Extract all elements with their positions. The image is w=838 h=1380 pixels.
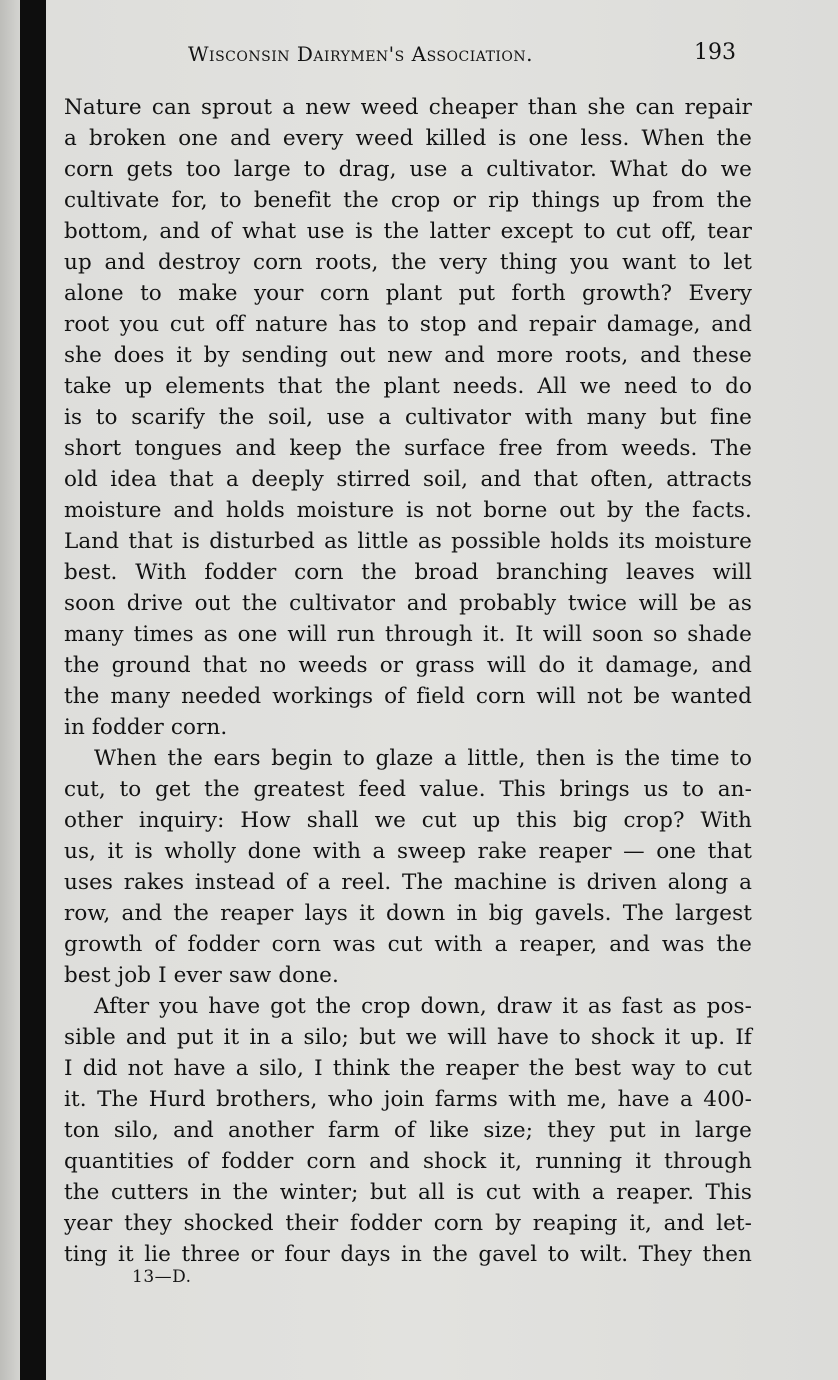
text-line: many times as one will run through it. It will soon so shade xyxy=(64,622,752,647)
text-line: alone to make your corn plant put forth growth? Every xyxy=(64,281,752,306)
paragraph xyxy=(64,743,752,991)
text-line: growth of fodder corn was cut with a reaper, and was the xyxy=(64,932,752,957)
text-line: old idea that a deeply stirred soil, and that often, attracts xyxy=(64,467,752,492)
text-line: in fodder corn. xyxy=(64,715,228,740)
body-text xyxy=(64,92,752,1270)
text-line: bottom, and of what use is the latter except to cut off, tear xyxy=(64,219,752,244)
text-line: the cutters in the winter; but all is cut with a reaper. This xyxy=(64,1180,752,1205)
text-line: a broken one and every weed killed is one less. When the xyxy=(64,126,752,151)
text-line: I did not have a silo, I think the reaper the best way to cut xyxy=(64,1056,752,1081)
paragraph xyxy=(64,92,752,743)
text-line: is to scarify the soil, use a cultivator with many but fine xyxy=(64,405,752,430)
text-line: best job I ever saw done. xyxy=(64,963,339,988)
text-line: quantities of fodder corn and shock it, running it through xyxy=(64,1149,752,1174)
signature-mark: 13—D. xyxy=(132,1267,192,1287)
text-line: up and destroy corn roots, the very thing you want to let xyxy=(64,250,752,275)
text-line: ton silo, and another farm of like size; they put in large xyxy=(64,1118,752,1143)
text-line: other inquiry: How shall we cut up this big crop? With xyxy=(64,808,752,833)
text-line: After you have got the crop down, draw it as fast as pos- xyxy=(94,994,752,1019)
text-line: the many needed workings of field corn will not be wanted xyxy=(64,684,752,709)
book-spine-binding xyxy=(20,0,46,1380)
text-line: soon drive out the cultivator and probably twice will be as xyxy=(64,591,752,616)
text-line: When the ears begin to glaze a little, then is the time to xyxy=(94,746,752,771)
page-number: 193 xyxy=(694,40,736,65)
paragraph xyxy=(64,991,752,1270)
text-line: take up elements that the plant needs. All we need to do xyxy=(64,374,752,399)
text-line: Land that is disturbed as little as possible holds its moisture xyxy=(64,529,752,554)
text-line: best. With fodder corn the broad branching leaves will xyxy=(64,560,752,585)
text-line: us, it is wholly done with a sweep rake reaper — one that xyxy=(64,839,752,864)
running-header xyxy=(60,38,760,72)
text-line: cultivate for, to benefit the crop or rip things up from the xyxy=(64,188,752,213)
text-line: short tongues and keep the surface free from weeds. The xyxy=(64,436,752,461)
page-edge-shadow xyxy=(0,0,20,1380)
text-line: ting it lie three or four days in the gavel to wilt. They then xyxy=(64,1242,752,1267)
text-line: moisture and holds moisture is not borne out by the facts. xyxy=(64,498,752,523)
text-line: corn gets too large to drag, use a cultivator. What do we xyxy=(64,157,752,182)
text-line: root you cut off nature has to stop and repair damage, and xyxy=(64,312,752,337)
text-line: she does it by sending out new and more roots, and these xyxy=(64,343,752,368)
running-title: Wisconsin Dairymen's Association. xyxy=(188,42,534,66)
text-line: it. The Hurd brothers, who join farms with me, have a 400- xyxy=(64,1087,752,1112)
text-line: sible and put it in a silo; but we will have to shock it up. If xyxy=(64,1025,752,1050)
text-line: uses rakes instead of a reel. The machine is driven along a xyxy=(64,870,752,895)
text-line: year they shocked their fodder corn by reaping it, and let- xyxy=(64,1211,752,1236)
text-line: cut, to get the greatest feed value. This brings us to an- xyxy=(64,777,752,802)
text-line: the ground that no weeds or grass will do it damage, and xyxy=(64,653,752,678)
text-line: Nature can sprout a new weed cheaper than she can repair xyxy=(64,95,752,120)
text-line: row, and the reaper lays it down in big gavels. The largest xyxy=(64,901,752,926)
